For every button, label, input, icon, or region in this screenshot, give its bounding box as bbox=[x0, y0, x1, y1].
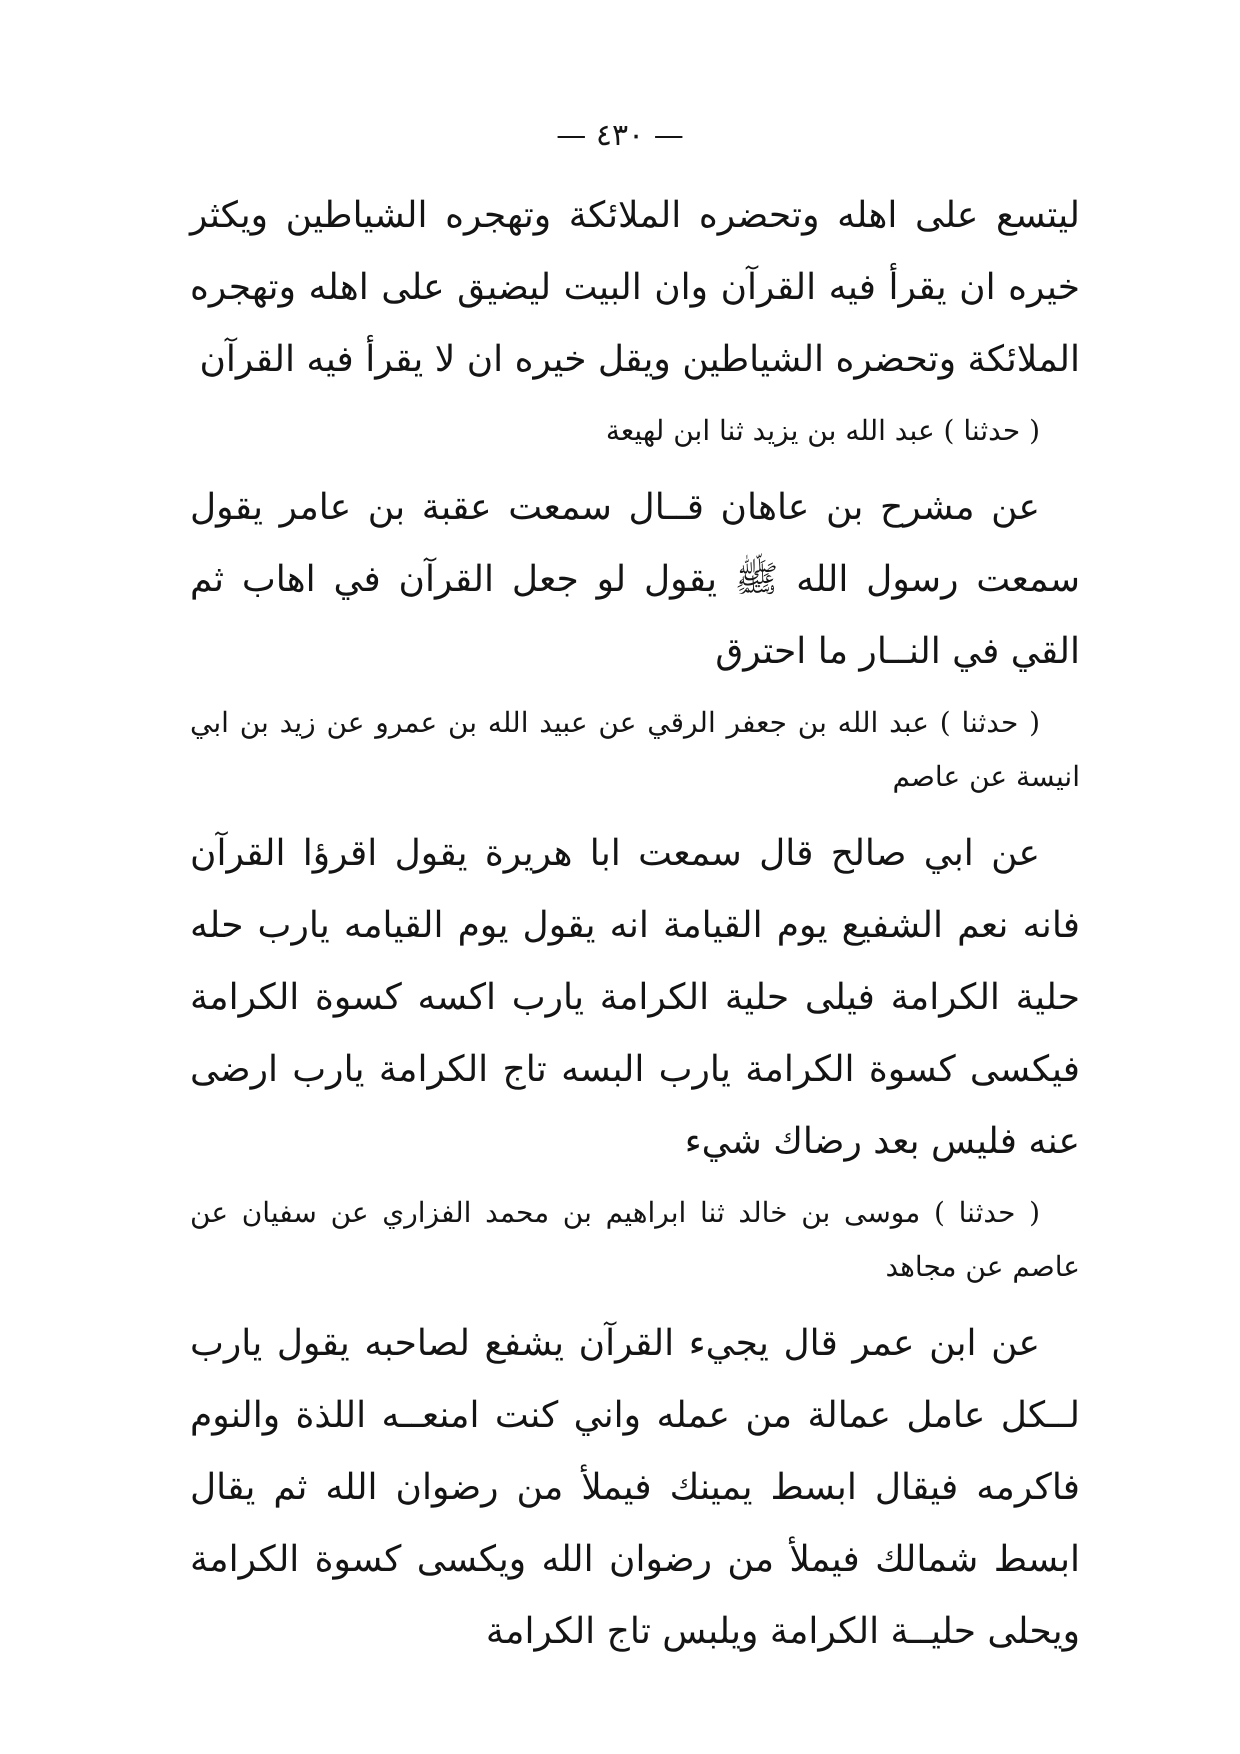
isnad-line: ( حدثنا ) عبد الله بن يزيد ثنا ابن لهيعة bbox=[605, 414, 1040, 447]
isnad-line: ( حدثنا ) موسى بن خالد ثنا ابراهيم بن محمد الفزاري عن سفيان عن عاصم عن مجاهد bbox=[190, 1196, 1080, 1283]
isnad-line: ( حدثنا ) عبد الله بن جعفر الرقي عن عبيد الله بن عمرو عن زيد بن ابي انيسة عن عاصم bbox=[190, 706, 1080, 793]
paragraph: عن ابي صالح قال سمعت ابا هريرة يقول اقرؤا القرآن فانه نعم الشفيع يوم القيامة انه يقول يوم القيامه يارب حله حلية الكرامة فيلى حلية الكرامة يارب اكسه كسوة الكرامة فيكسى كسوة الكرامة يارب البسه تاج الكرامة يارب ارضى عنه فليس بعد رضاك شيء bbox=[190, 833, 1080, 1162]
paragraph: عن مشرح بن عاهان قــال سمعت عقبة بن عامر يقول سمعت رسول الله ﷺ يقول لو جعل القرآن في اهاب ثم القي في النــار ما احترق bbox=[190, 487, 1080, 672]
page-number: — ٤٣٠ — bbox=[556, 118, 684, 153]
body-text bbox=[190, 180, 1080, 1676]
paragraph: ليتسع على اهله وتحضره الملائكة وتهجره الشياطين ويكثر خيره ان يقرأ فيه القرآن وان البيت ليضيق على اهله وتهجره الملائكة وتحضره الشياطين ويقل خيره ان لا يقرأ فيه القرآن bbox=[190, 195, 1081, 380]
paragraph: عن ابن عمر قال يجيء القرآن يشفع لصاحبه يقول يارب لــكل عامل عمالة من عمله واني كنت امنعــه اللذة والنوم فاكرمه فيقال ابسط يمينك فيملأ من رضوان الله ثم يقال ابسط شمالك فيملأ من رضوان الله ويكسى كسوة الكرامة ويحلى حليــة الكرامة ويلبس تاج الكرامة bbox=[190, 1323, 1080, 1652]
